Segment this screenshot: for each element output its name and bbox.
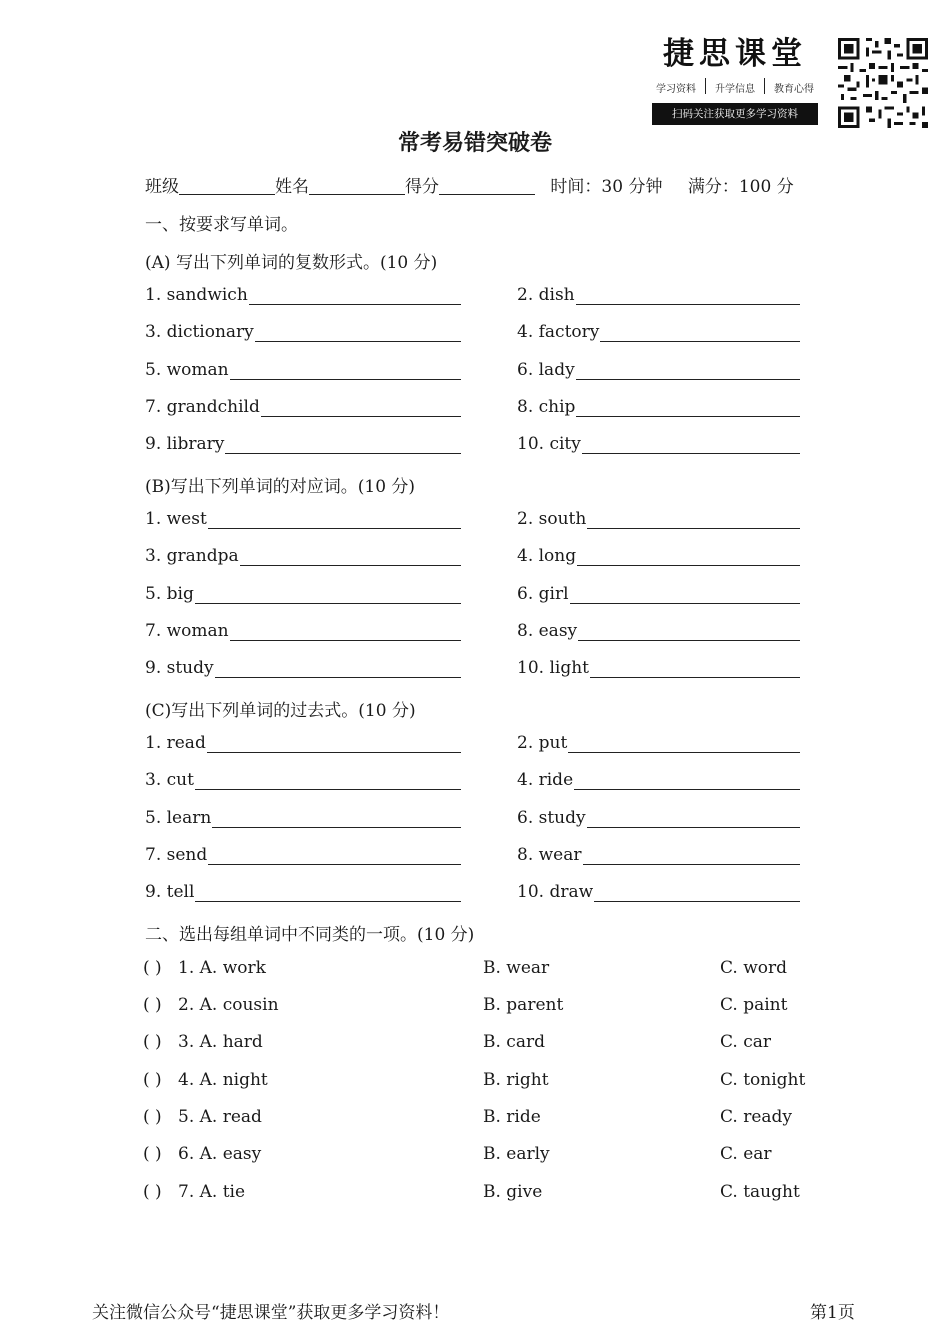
brand-banner: 扫码关注获取更多学习资料 (652, 103, 818, 125)
answer-item (517, 285, 800, 305)
answer-blank[interactable] (576, 286, 800, 305)
divider (705, 78, 706, 94)
option-b: B. card (483, 1032, 545, 1052)
option-a: 3. A. hard (178, 1032, 263, 1052)
answer-blank[interactable] (576, 361, 800, 380)
answer-blank[interactable] (212, 809, 461, 828)
answer-blank[interactable] (594, 883, 800, 902)
answer-item (145, 733, 461, 753)
class-blank[interactable] (179, 176, 275, 195)
answer-item (517, 584, 800, 604)
divider (764, 78, 765, 94)
student-info-line (145, 172, 794, 197)
answer-paren[interactable]: ( ) (143, 1182, 162, 1202)
answer-item (145, 584, 461, 604)
answer-item (517, 845, 800, 865)
item-label: 5. big (145, 584, 194, 604)
answer-blank[interactable] (583, 846, 801, 865)
item-label: 2. dish (517, 285, 575, 305)
answer-item (517, 733, 800, 753)
answer-item (517, 322, 800, 342)
answer-blank[interactable] (249, 286, 461, 305)
item-label: 5. woman (145, 360, 229, 380)
item-label: 9. tell (145, 882, 195, 902)
answer-item (145, 808, 461, 828)
answer-item (145, 509, 461, 529)
answer-item (145, 285, 461, 305)
item-label: 2. south (517, 509, 587, 529)
item-label: 1. sandwich (145, 285, 248, 305)
item-label: 4. ride (517, 770, 574, 790)
name-label: 姓名 (275, 177, 309, 197)
item-label: 10. city (517, 434, 581, 454)
answer-blank[interactable] (240, 547, 461, 566)
answer-item (517, 546, 800, 566)
item-label: 1. read (145, 733, 206, 753)
brand-logo: 捷思课堂 (663, 36, 807, 72)
answer-blank[interactable] (261, 398, 461, 417)
answer-item (145, 360, 461, 380)
item-label: 2. put (517, 733, 568, 753)
answer-item (145, 621, 461, 641)
answer-item (517, 882, 800, 902)
brand-tag: 教育心得 (774, 84, 814, 95)
answer-blank[interactable] (208, 510, 461, 529)
item-label: 7. send (145, 845, 208, 865)
item-label: 8. easy (517, 621, 578, 641)
item-label: 6. lady (517, 360, 575, 380)
option-a: 2. A. cousin (178, 995, 279, 1015)
answer-blank[interactable] (230, 622, 461, 641)
answer-item (145, 658, 461, 678)
answer-blank[interactable] (600, 323, 800, 342)
item-label: 5. learn (145, 808, 212, 828)
brand-tag: 升学信息 (715, 84, 755, 95)
answer-item (517, 808, 800, 828)
section-heading: 一、按要求写单词。 (145, 215, 298, 235)
item-label: 3. cut (145, 770, 194, 790)
footer-note: 关注微信公众号“捷思课堂”获取更多学习资料！ (92, 1303, 450, 1323)
answer-item (517, 770, 800, 790)
answer-paren[interactable]: ( ) (143, 1107, 162, 1127)
answer-item (517, 509, 800, 529)
option-b: B. early (483, 1144, 550, 1164)
answer-item (517, 621, 800, 641)
item-label: 9. library (145, 434, 225, 454)
item-label: 4. long (517, 546, 577, 566)
option-b: B. ride (483, 1107, 541, 1127)
answer-blank[interactable] (590, 659, 800, 678)
option-a: 5. A. read (178, 1107, 262, 1127)
option-c: C. taught (720, 1182, 800, 1202)
item-label: 6. study (517, 808, 586, 828)
part-b-heading: (B)写出下列单词的对应词。(10 分) (145, 477, 416, 497)
item-label: 3. grandpa (145, 546, 239, 566)
answer-blank[interactable] (208, 846, 461, 865)
answer-item (145, 434, 461, 454)
answer-blank[interactable] (587, 809, 800, 828)
part-a-heading: (A) 写出下列单词的复数形式。(10 分) (145, 253, 438, 273)
answer-blank[interactable] (577, 547, 800, 566)
option-c: C. ready (720, 1107, 793, 1127)
item-label: 10. draw (517, 882, 594, 902)
answer-blank[interactable] (255, 323, 461, 342)
answer-paren[interactable]: ( ) (143, 995, 162, 1015)
option-c: C. car (720, 1032, 771, 1052)
answer-item (145, 882, 461, 902)
option-b: B. right (483, 1070, 549, 1090)
page-number: 第1页 (810, 1303, 855, 1323)
page-title: 常考易错突破卷 (397, 130, 552, 156)
answer-paren[interactable]: ( ) (143, 1032, 162, 1052)
score-blank[interactable] (439, 176, 535, 195)
answer-blank[interactable] (207, 734, 461, 753)
answer-item (517, 360, 800, 380)
option-c: C. tonight (720, 1070, 806, 1090)
answer-item (145, 322, 461, 342)
qr-code-icon (838, 38, 928, 128)
option-a: 7. A. tie (178, 1182, 246, 1202)
item-label: 6. girl (517, 584, 569, 604)
option-b: B. give (483, 1182, 543, 1202)
brand-tags (652, 80, 818, 95)
answer-blank[interactable] (195, 585, 461, 604)
option-c: C. ear (720, 1144, 772, 1164)
answer-blank[interactable] (215, 659, 461, 678)
item-label: 3. dictionary (145, 322, 254, 342)
answer-item (145, 770, 461, 790)
answer-blank[interactable] (195, 883, 461, 902)
answer-blank[interactable] (578, 622, 800, 641)
answer-blank[interactable] (195, 771, 461, 790)
option-a: 1. A. work (178, 958, 266, 978)
answer-item (145, 845, 461, 865)
answer-blank[interactable] (587, 510, 800, 529)
full-marks-info: 满分：100 分 (687, 177, 794, 197)
score-label: 得分 (405, 177, 439, 197)
option-b: B. wear (483, 958, 550, 978)
name-blank[interactable] (309, 176, 405, 195)
item-label: 8. chip (517, 397, 576, 417)
option-a: 4. A. night (178, 1070, 268, 1090)
answer-blank[interactable] (568, 734, 800, 753)
option-a: 6. A. easy (178, 1144, 262, 1164)
answer-paren[interactable]: ( ) (143, 958, 162, 978)
time-info: 时间：30 分钟 (550, 177, 663, 197)
answer-paren[interactable]: ( ) (143, 1144, 162, 1164)
item-label: 4. factory (517, 322, 600, 342)
part-c-heading: (C)写出下列单词的过去式。(10 分) (145, 701, 416, 721)
answer-blank[interactable] (574, 771, 800, 790)
item-label: 8. wear (517, 845, 582, 865)
answer-blank[interactable] (582, 435, 800, 454)
answer-item (517, 658, 800, 678)
brand-tag: 学习资料 (656, 84, 696, 95)
option-c: C. word (720, 958, 788, 978)
section-heading: 二、选出每组单词中不同类的一项。(10 分) (145, 925, 475, 945)
item-label: 9. study (145, 658, 214, 678)
item-label: 10. light (517, 658, 589, 678)
option-b: B. parent (483, 995, 564, 1015)
answer-item (517, 434, 800, 454)
answer-blank[interactable] (230, 361, 461, 380)
answer-item (145, 546, 461, 566)
option-c: C. paint (720, 995, 788, 1015)
class-label: 班级 (145, 177, 179, 197)
answer-item (145, 397, 461, 417)
item-label: 7. grandchild (145, 397, 260, 417)
brand-block (652, 36, 818, 125)
answer-blank[interactable] (225, 435, 461, 454)
answer-blank[interactable] (576, 398, 800, 417)
answer-paren[interactable]: ( ) (143, 1070, 162, 1090)
answer-blank[interactable] (570, 585, 800, 604)
item-label: 7. woman (145, 621, 229, 641)
item-label: 1. west (145, 509, 207, 529)
answer-item (517, 397, 800, 417)
